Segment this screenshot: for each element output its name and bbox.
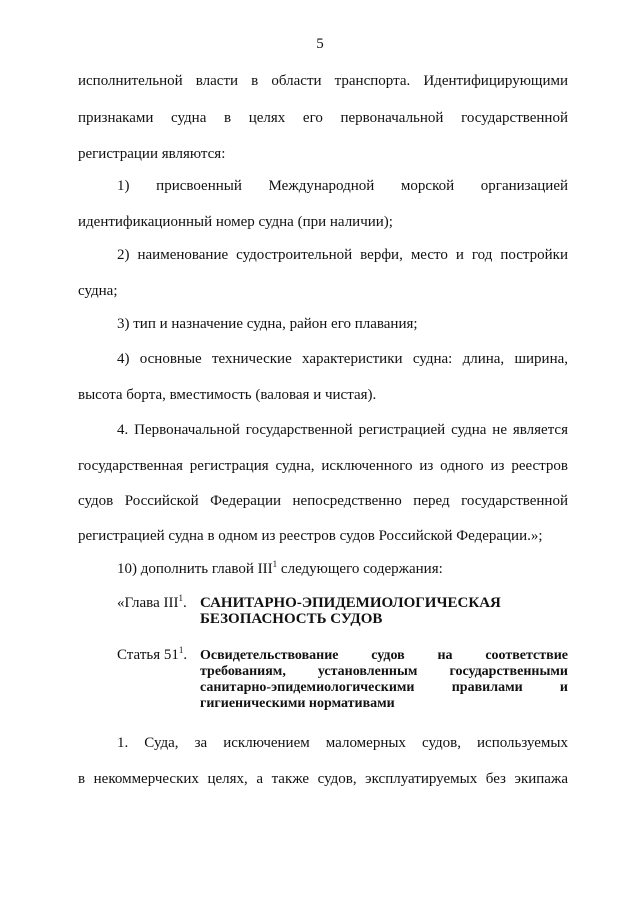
text-line: судов Российской Федерации непосредственно перед государственной [78, 493, 568, 509]
chapter-title: САНИТАРНО-ЭПИДЕМИОЛОГИЧЕСКАЯ БЕЗОПАСНОСТЬ СУДОВ [200, 595, 501, 627]
list-item: 4) основные технические характеристики судна: длина, ширина, [117, 351, 568, 367]
text-line: идентификационный номер судна (при наличии); [78, 214, 393, 230]
page-number: 5 [316, 36, 324, 52]
article-label: Статья $51^1$. [117, 645, 188, 663]
text-line: судна; [78, 283, 118, 299]
list-item: 2) наименование судостроительной верфи, место и год постройки [117, 247, 568, 263]
text-line: регистрации являются: [78, 146, 226, 162]
text-line: в некоммерческих целях, а также судов, эксплуатируемых без экипажа [78, 771, 568, 787]
text-line: высота борта, вместимость (валовая и чистая). [78, 387, 377, 403]
list-item: 1) присвоенный Международной морской организацией [117, 178, 568, 194]
chapter-label: «Глава III$^1$. [117, 593, 187, 611]
text-line: признаками судна в целях его первоначальной государственной [78, 110, 568, 126]
text-line: государственная регистрация судна, исключенного из одного из реестров [78, 458, 568, 474]
list-item: 3) тип и назначение судна, район его плавания; [117, 316, 418, 332]
paragraph-line: 10) дополнить главой III$^1$ следующего содержания: [117, 559, 443, 577]
article-title: Освидетельствование судов на соответствие требованиям, установленным государственными санитарно-эпидемиологическими правилами и гигиеническими нормативами [200, 648, 568, 711]
text-line: регистрацией судна в одном из реестров судов Российской Федерации.»; [78, 528, 543, 544]
paragraph-line: 1. Суда, за исключением маломерных судов, используемых [117, 735, 568, 751]
paragraph-line: 4. Первоначальной государственной регистрацией судна не является [117, 422, 568, 438]
text-line: исполнительной власти в области транспорта. Идентифицирующими [78, 73, 568, 89]
